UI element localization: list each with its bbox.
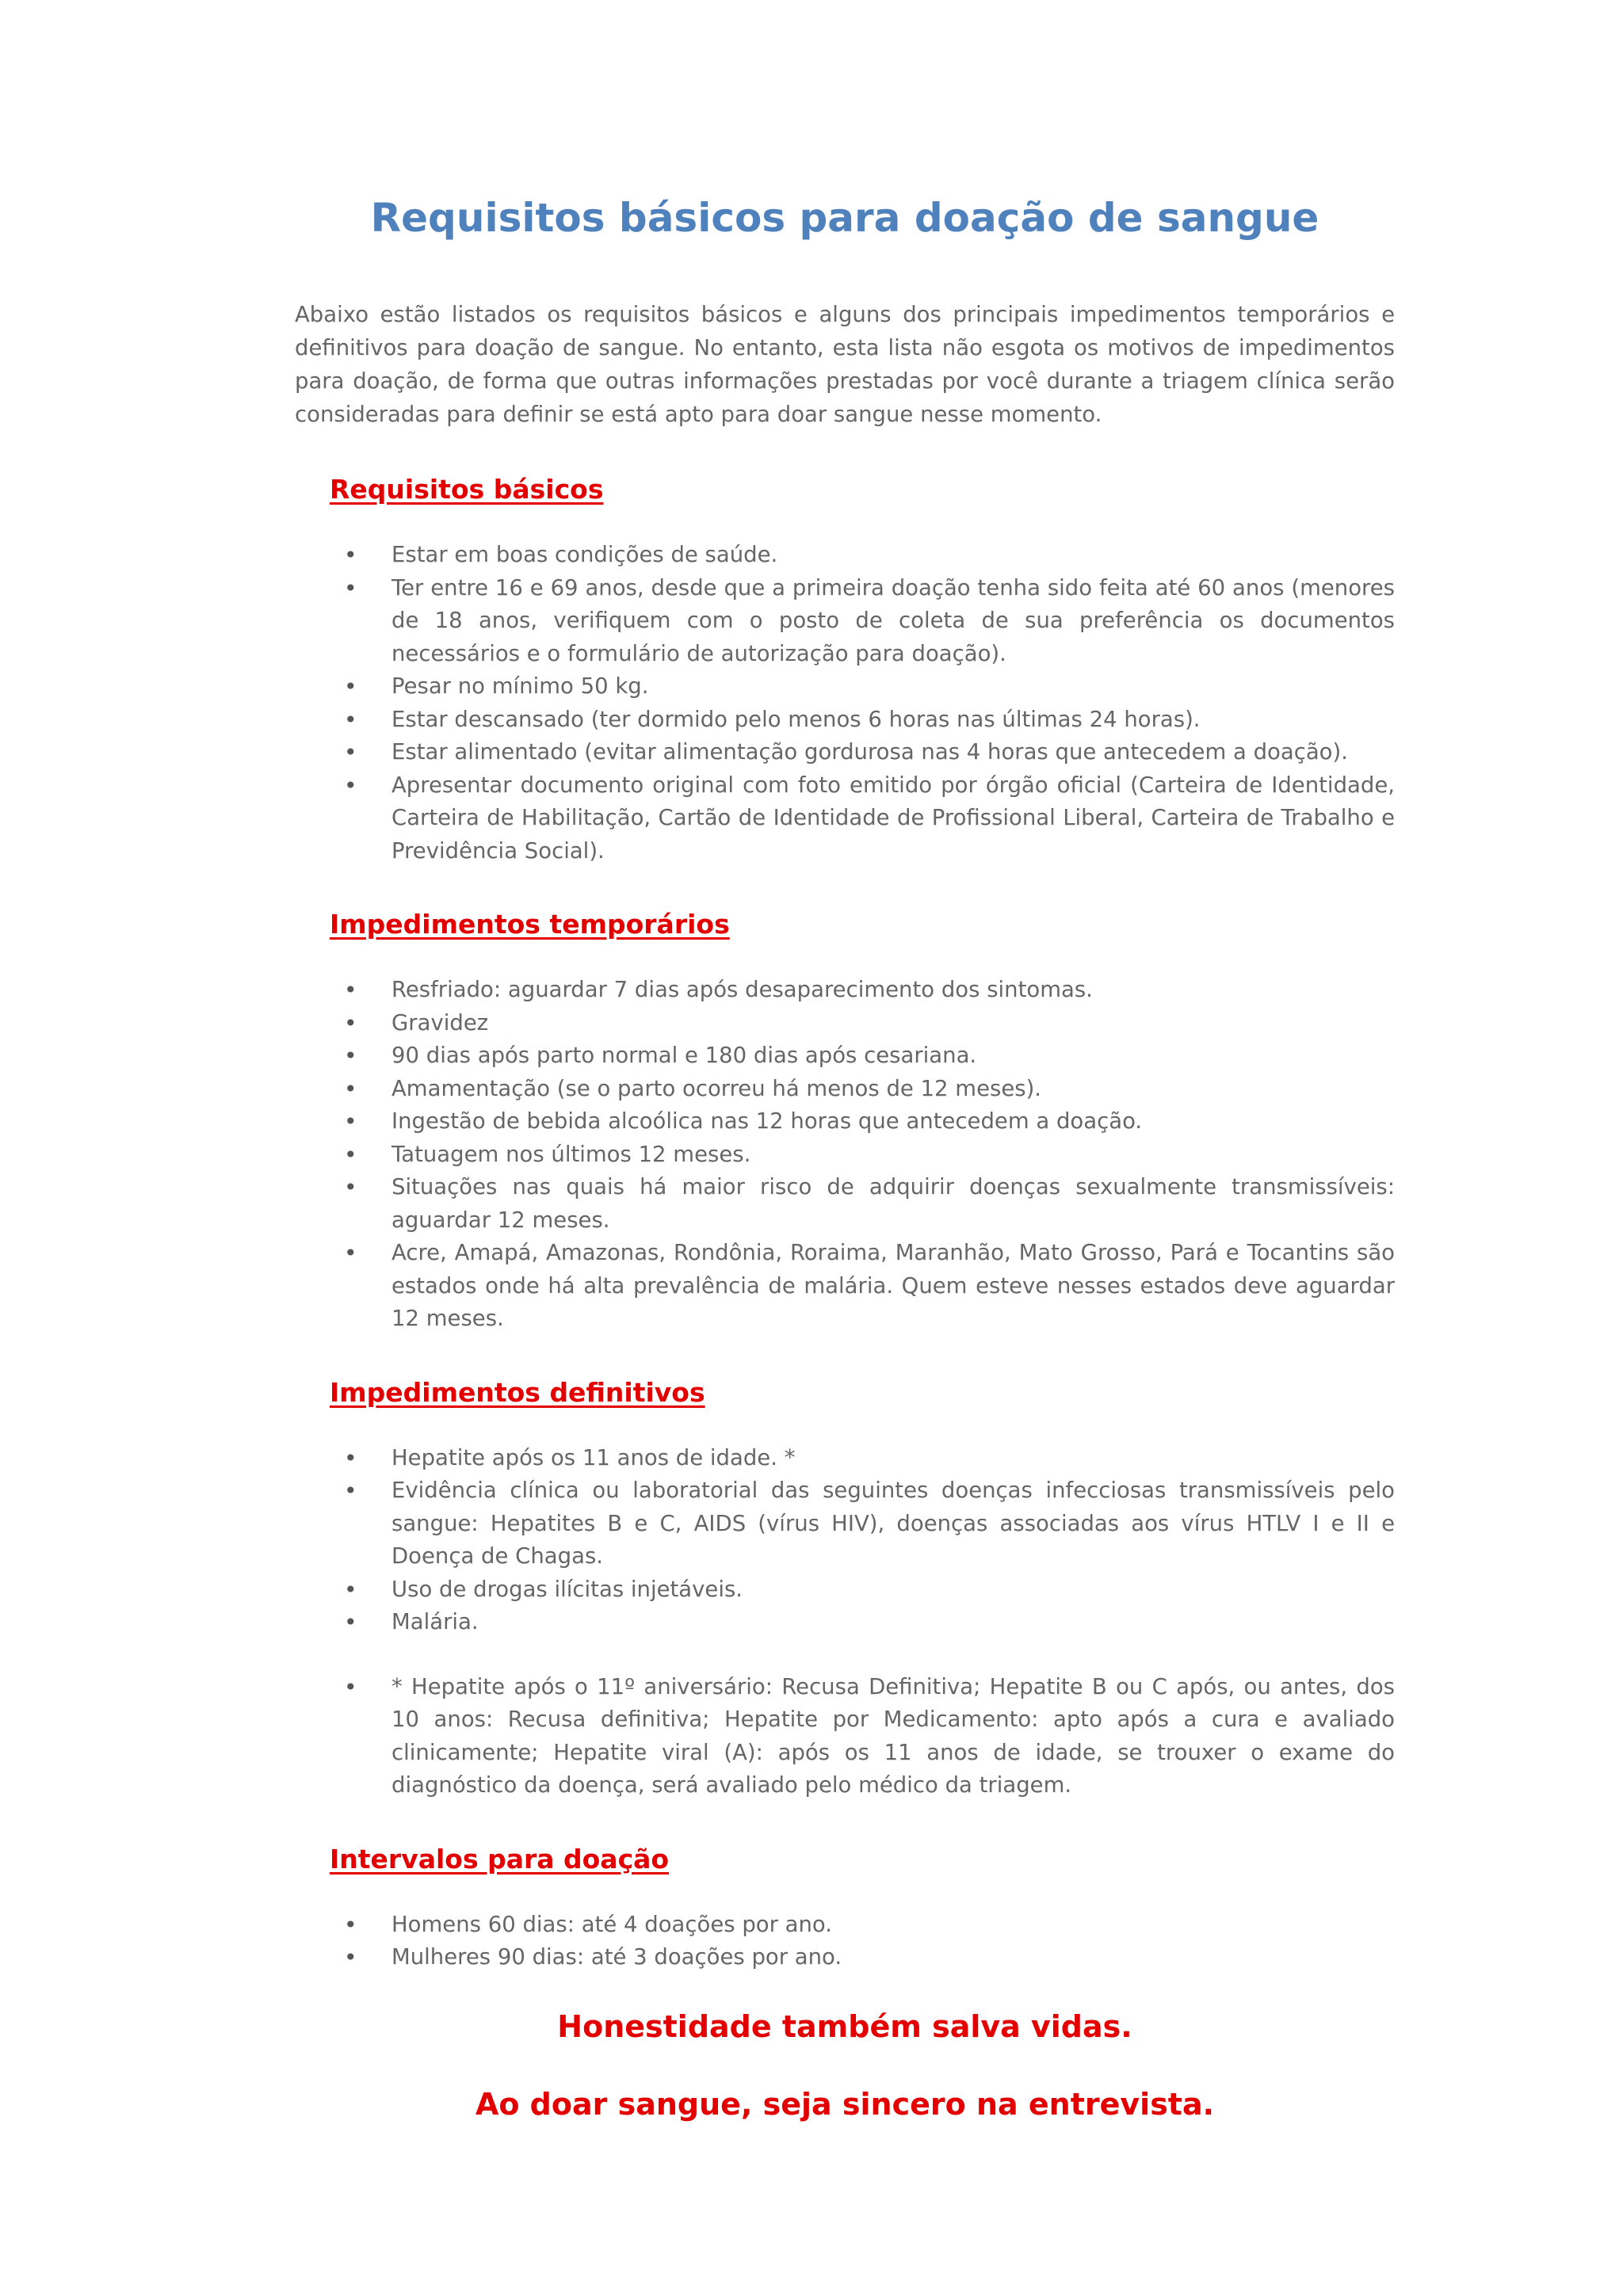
bullet-icon: • <box>344 1009 357 1036</box>
footnote-list <box>295 1671 1395 1802</box>
list-item: • Situações nas quais há maior risco de adquirir doenças sexualmente transmissíveis: aguardar 12 meses. <box>391 1171 1395 1237</box>
section-heading-requisitos-basicos: Requisitos básicos <box>330 474 604 505</box>
document-content <box>295 190 1395 2125</box>
bullet-icon: • <box>344 1075 357 1102</box>
list-impedimentos-temporarios <box>295 974 1395 1336</box>
list-item: • Amamentação (se o parto ocorreu há menos de 12 meses). <box>391 1073 1395 1106</box>
bullet-icon: • <box>344 574 357 601</box>
bullet-icon: • <box>344 1444 357 1471</box>
list-item: • Apresentar documento original com foto emitido por órgão oficial (Carteira de Identidade, Carteira de Habilitação, Cartão de Identidade de Profissional Liberal, Carteira de Trabalho e Previdência Social). <box>391 769 1395 868</box>
bullet-icon: • <box>344 1673 357 1700</box>
list-item: • 90 dias após parto normal e 180 dias após cesariana. <box>391 1039 1395 1073</box>
list-item: • Tatuagem nos últimos 12 meses. <box>391 1138 1395 1172</box>
list-item: • Uso de drogas ilícitas injetáveis. <box>391 1573 1395 1607</box>
page-title: Requisitos básicos para doação de sangue <box>370 195 1319 241</box>
bullet-icon: • <box>344 1576 357 1603</box>
list-item: • Ingestão de bebida alcoólica nas 12 horas que antecedem a doação. <box>391 1105 1395 1138</box>
closing-line-1: Honestidade também salva vidas. <box>557 2008 1132 2044</box>
bullet-icon: • <box>344 1240 357 1266</box>
list-item: • Hepatite após os 11 anos de idade. * <box>391 1442 1395 1475</box>
bullet-icon: • <box>344 542 357 568</box>
bullet-icon: • <box>344 977 357 1003</box>
intro-paragraph: Abaixo estão listados os requisitos básicos e alguns dos principais impedimentos temporários e definitivos para doação de sangue. No entanto, esta lista não esgota os motivos de impedimentos para doação, de forma que outras informações prestadas por você durante a triagem clínica serão consideradas para definir se está apto para doar sangue nesse momento. <box>295 302 1395 427</box>
bullet-icon: • <box>344 1478 357 1504</box>
footnote-item: • * Hepatite após o 11º aniversário: Recusa Definitiva; Hepatite B ou C após, ou antes, dos 10 anos: Recusa definitiva; Hepatite por Medicamento: apto após a cura e avaliado clinicamente; Hepatite viral (A): após os 11 anos de idade, se trouxer o exame do diagnóstico da doença, será avaliado pelo médico da triagem. <box>391 1671 1395 1802</box>
closing-line-2: Ao doar sangue, seja sincero na entrevista. <box>475 2086 1215 2122</box>
section-heading-intervalos-doacao: Intervalos para doação <box>330 1843 670 1875</box>
bullet-icon: • <box>344 1174 357 1200</box>
list-item: • Estar alimentado (evitar alimentação gordurosa nas 4 horas que antecedem a doação). <box>391 736 1395 769</box>
bullet-icon: • <box>344 772 357 799</box>
list-item: • Malária. <box>391 1606 1395 1639</box>
list-item: • Acre, Amapá, Amazonas, Rondônia, Roraima, Maranhão, Mato Grosso, Pará e Tocantins são estados onde há alta prevalência de malária. Quem esteve nesses estados deve aguardar 12 meses. <box>391 1237 1395 1336</box>
list-item: • Mulheres 90 dias: até 3 doações por ano. <box>391 1941 1395 1974</box>
bullet-icon: • <box>344 1609 357 1635</box>
list-item: • Estar em boas condições de saúde. <box>391 539 1395 572</box>
section-heading-impedimentos-temporarios: Impedimentos temporários <box>330 909 730 940</box>
bullet-icon: • <box>344 739 357 765</box>
bullet-icon: • <box>344 1043 357 1069</box>
list-item: • Ter entre 16 e 69 anos, desde que a primeira doação tenha sido feita até 60 anos (menores de 18 anos, verifiquem com o posto de coleta de sua preferência os documentos necessários e o formulário de autorização para doação). <box>391 572 1395 671</box>
bullet-icon: • <box>344 673 357 700</box>
bullet-icon: • <box>344 1911 357 1938</box>
list-impedimentos-definitivos <box>295 1442 1395 1639</box>
list-item: • Estar descansado (ter dormido pelo menos 6 horas nas últimas 24 horas). <box>391 704 1395 737</box>
bullet-icon: • <box>344 706 357 733</box>
bullet-icon: • <box>344 1108 357 1135</box>
list-intervalos-doacao <box>295 1909 1395 1974</box>
list-item: • Evidência clínica ou laboratorial das seguintes doenças infecciosas transmissíveis pelo sangue: Hepatites B e C, AIDS (vírus HIV), doenças associadas aos vírus HTLV I e II e Doença de Chagas. <box>391 1474 1395 1573</box>
list-item: • Gravidez <box>391 1007 1395 1040</box>
list-requisitos-basicos <box>295 539 1395 868</box>
list-item: • Resfriado: aguardar 7 dias após desaparecimento dos sintomas. <box>391 974 1395 1007</box>
list-item: • Homens 60 dias: até 4 doações por ano. <box>391 1909 1395 1942</box>
list-item: • Pesar no mínimo 50 kg. <box>391 670 1395 704</box>
section-heading-impedimentos-definitivos: Impedimentos definitivos <box>330 1376 705 1408</box>
bullet-icon: • <box>344 1141 357 1168</box>
bullet-icon: • <box>344 1944 357 1970</box>
